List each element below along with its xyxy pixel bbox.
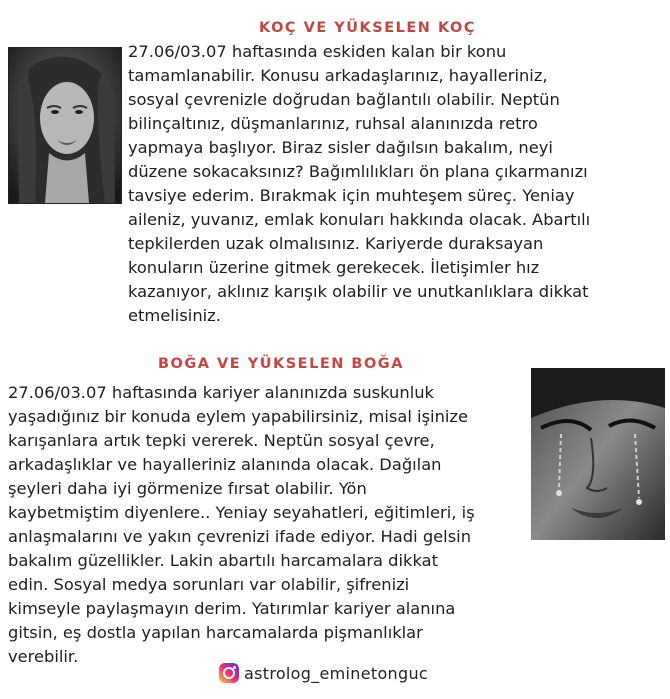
instagram-icon: [219, 663, 239, 683]
text-line: anlaşmalarını ve yakın çevrenizi ifade ediyor. Hadi gelsin: [8, 527, 472, 546]
instagram-handle[interactable]: astrolog_eminetonguc: [244, 663, 428, 683]
text-line: gitsin, eş dostla yapılan harcamalarda pişmanlıklar: [8, 623, 423, 642]
text-line: 27.06/03.07 haftasında eskiden kalan bir konu: [128, 42, 507, 61]
text-line: 27.06/03.07 haftasında kariyer alanınızda suskunluk: [8, 383, 434, 402]
text-line: karışanlara artık tepki vererek. Neptün sosyal çevre,: [8, 431, 435, 450]
crying-face-photo: [531, 368, 665, 540]
text-line: bilinçaltınız, düşmanlarınız, ruhsal alanınızda retro: [128, 114, 538, 133]
footer-credit: [219, 663, 428, 683]
text-line: kaybetmiştim diyenlere.. Yeniay seyahatleri, eğitimleri, iş: [8, 503, 475, 522]
text-line: etmelisiniz.: [128, 306, 221, 325]
text-line: tepkilerden uzak olmalısınız. Kariyerde duraksayan: [128, 234, 544, 253]
text-line: tamamlanabilir. Konusu arkadaşlarınız, hayalleriniz,: [128, 66, 548, 85]
text-line: konuların üzerine gitmek gerekecek. İletişimler hız: [128, 258, 540, 277]
text-line: edin. Sosyal medya sorunları var olabilir, şifrenizi: [8, 575, 410, 594]
text-line: düzene sokacaksınız? Bağımlılıkları ön plana çıkarmanızı: [128, 162, 588, 181]
section-body-aries: [128, 40, 590, 328]
section-title-taurus: BOĞA VE YÜKSELEN BOĞA: [158, 356, 404, 372]
text-line: tavsiye ederim. Bırakmak için muhteşem süreç. Yeniay: [128, 186, 575, 205]
text-line: şeyleri daha iyi görmenize fırsat olabilir. Yön: [8, 479, 367, 498]
text-line: kimseyle paylaşmayın derim. Yatırımlar kariyer alanına: [8, 599, 456, 618]
text-line: sosyal çevrenizle doğrudan bağlantılı olabilir. Neptün: [128, 90, 560, 109]
text-line: aileniz, yuvanız, emlak konuları hakkında olacak. Abartılı: [128, 210, 591, 229]
text-line: yapmaya başlıyor. Biraz sisler dağılsın bakalım, neyi: [128, 138, 553, 157]
text-line: yaşadığınız bir konuda eylem yapabilirsiniz, misal işinize: [8, 407, 468, 426]
section-body-taurus: [8, 381, 475, 669]
text-line: bakalım güzellikler. Lakin abartılı harcamalara dikkat: [8, 551, 438, 570]
section-title-aries: KOÇ VE YÜKSELEN KOÇ: [259, 20, 477, 36]
text-line: verebilir.: [8, 647, 79, 666]
text-line: arkadaşlıklar ve hayalleriniz alanında olacak. Dağılan: [8, 455, 442, 474]
text-line: kazanıyor, aklınız karışık olabilir ve unutkanlıklara dikkat: [128, 282, 589, 301]
woman-portrait-photo: [8, 47, 122, 204]
